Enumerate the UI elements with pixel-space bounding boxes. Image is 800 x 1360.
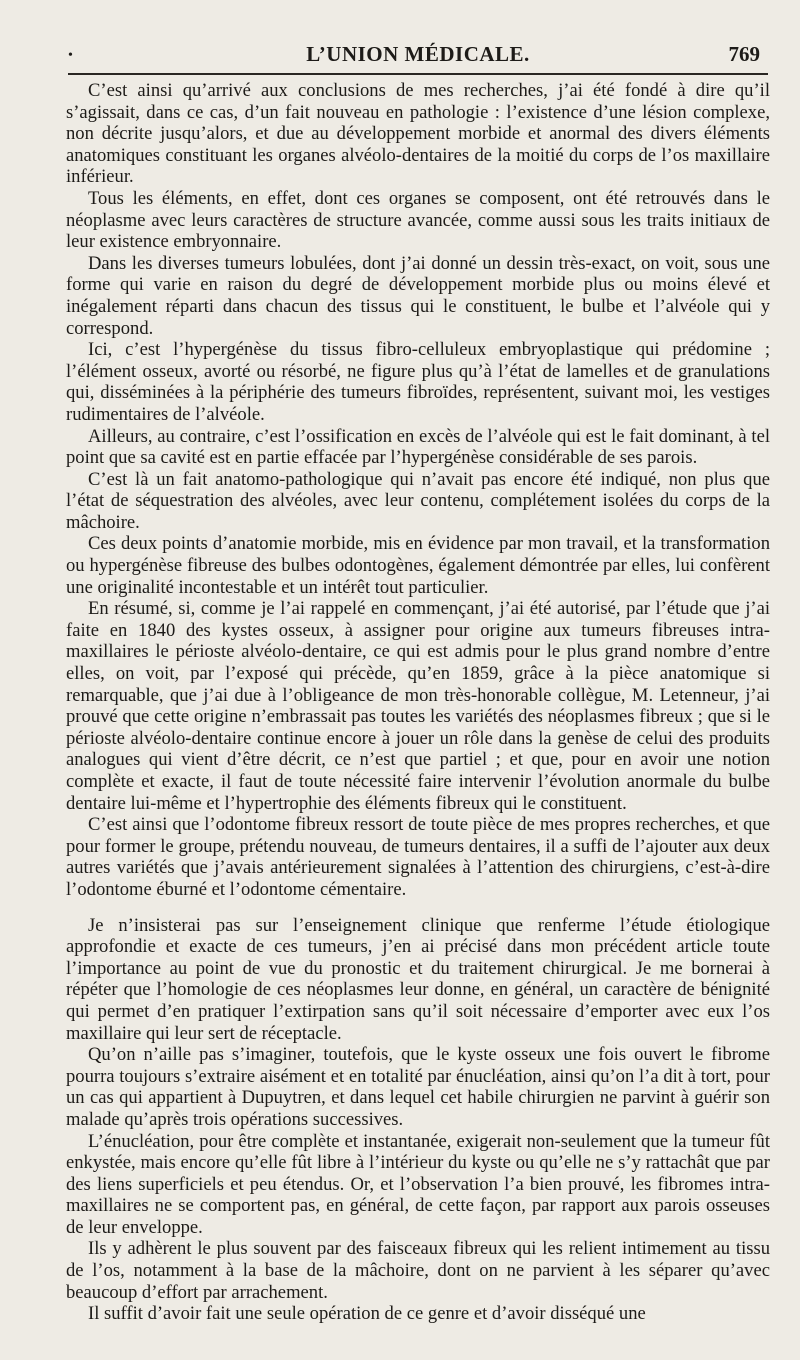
paragraph: C’est là un fait anatomo-pathologique qui n’avait pas encore été indiqué, non plus que l’état de séquestration des alvéoles, avec leur contenu, complétement isolées du corps de la mâchoire. — [66, 468, 770, 533]
paragraph: C’est ainsi que l’odontome fibreux ressort de toute pièce de mes propres recherches, et que pour former le groupe, prétendu nouveau, de tumeurs dentaires, il a suffi de l’ajouter aux deux autres variétés que j’avais antérieurement signalées à l’attention des chirurgiens, c’est-à-dire l’odontome éburné et l’odontome cémentaire. — [66, 814, 770, 900]
page-number: 769 — [728, 42, 760, 66]
paragraph: C’est ainsi qu’arrivé aux conclusions de mes recherches, j’ai été fondé à dire qu’il s’agissait, dans ce cas, d’un fait nouveau en pathologie : l’existence d’une lésion complexe, non décrite jusqu’alors, et due au développement morbide et anormal des divers éléments anatomiques constituant les organes alvéolo-dentaires de la moitié du corps de l’os maxillaire inférieur. — [66, 80, 770, 188]
paragraph: Dans les diverses tumeurs lobulées, dont j’ai donné un dessin très-exact, on voit, sous une forme qui varie en raison du degré de développement morbide plus ou moins élevé et inégalement réparti dans chacun des tissus qui le constituent, le bulbe et l’alvéole qui y correspond. — [66, 252, 770, 339]
page-header — [68, 34, 768, 68]
paragraph: Ces deux points d’anatomie morbide, mis en évidence par mon travail, et la transformation ou hypergénèse fibreuse des bulbes odontogènes, également démontrée par elles, lui confèrent une originalité incontestable et un intérêt tout particulier. — [66, 533, 770, 598]
paragraph: Ailleurs, au contraire, c’est l’ossification en excès de l’alvéole qui est le fait dominant, à tel point que sa cavité est en partie effacée par l’hypergénèse considérable de ses parois. — [66, 425, 770, 469]
paragraph: L’énucléation, pour être complète et instantanée, exigerait non-seulement que la tumeur fût enkystée, mais encore qu’elle fût libre à l’intérieur du kyste ou qu’elle ne s’y rattachât que par des liens superficiels et peu étendus. Or, et l’observation l’a bien prouvé, les fibromes intra-maxillaires ne se comportent pas, en général, de cette façon, par rapport aux parois osseuses de leur enveloppe. — [66, 1130, 770, 1238]
section-gap — [66, 901, 770, 915]
running-title: L’UNION MÉDICALE. — [306, 42, 530, 66]
paragraph: En résumé, si, comme je l’ai rappelé en commençant, j’ai été autorisé, par l’étude que j’ai faite en 1840 des kystes osseux, à assigner pour origine aux tumeurs fibreuses intra-maxillaires le périoste alvéolo-dentaire, ce qui est admis pour le plus grand nombre d’entre elles, on voit, par l’exposé qui précède, qu’en 1859, grâce à la pièce anatomique si remarquable, que j’ai due à l’obligeance de mon très-honorable collègue, M. Letenneur, j’ai prouvé que cette origine n’embrassait pas toutes les variétés des néoplasmes fibreux ; que si le périoste alvéolo-dentaire continue encore à jouer un rôle dans la genèse de celui des produits analogues qui vient d’être décrit, ce n’est que partiel ; et que, pour en avoir une notion complète et exacte, il faut de toute nécessité faire intervenir l’évolution anormale du bulbe dentaire lui-même et l’hypertrophie des éléments fibreux qui le constituent. — [66, 598, 770, 814]
stray-mark: • — [68, 48, 73, 63]
paragraph: Je n’insisterai pas sur l’enseignement clinique que renferme l’étude étiologique approfondie et exacte de ces tumeurs, j’en ai précisé dans mon précédent article toute l’importance au point de vue du pronostic et du traitement chirurgical. Je me bornerai à répéter que l’homologie de ces néoplasmes leur donne, en général, un caractère de bénignité qui permet d’en pratiquer l’extirpation sans qu’il soit nécessaire d’emporter avec eux l’os maxillaire qui leur sert de réceptacle. — [66, 914, 770, 1044]
paragraph: Tous les éléments, en effet, dont ces organes se composent, ont été retrouvés dans le néoplasme avec leurs caractères de structure avancée, comme aussi sous les traits initiaux de leur existence embryonnaire. — [66, 187, 770, 253]
paragraph: Qu’on n’aille pas s’imaginer, toutefois, que le kyste osseux une fois ouvert le fibrome pourra toujours s’extraire aisément et en totalité par énucléation, ainsi qu’on l’a dit à tort, pour un cas qui appartient à Dupuytren, et dans lequel cet habile chirurgien ne parvint à guérir son malade qu’après trois opérations successives. — [66, 1044, 770, 1130]
paragraph: Il suffit d’avoir fait une seule opération de ce genre et d’avoir disséqué une — [88, 1303, 646, 1325]
paragraph: Ils y adhèrent le plus souvent par des faisceaux fibreux qui les relient intimement au tissu de l’os, notamment à la base de la mâchoire, dont on ne parvient à les séparer qu’avec beaucoup d’effort par arrachement. — [66, 1238, 770, 1303]
body-text — [66, 80, 770, 1325]
paragraph: Ici, c’est l’hypergénèse du tissus fibro-celluleux embryoplastique qui prédomine ; l’élément osseux, avorté ou résorbé, ne figure plus qu’à l’état de lamelles et de granulations qui, disséminées à la périphérie des tumeurs fibroïdes, représentent, suivant moi, les vestiges rudimentaires de l’alvéole. — [66, 339, 770, 425]
header-rule — [68, 73, 768, 75]
